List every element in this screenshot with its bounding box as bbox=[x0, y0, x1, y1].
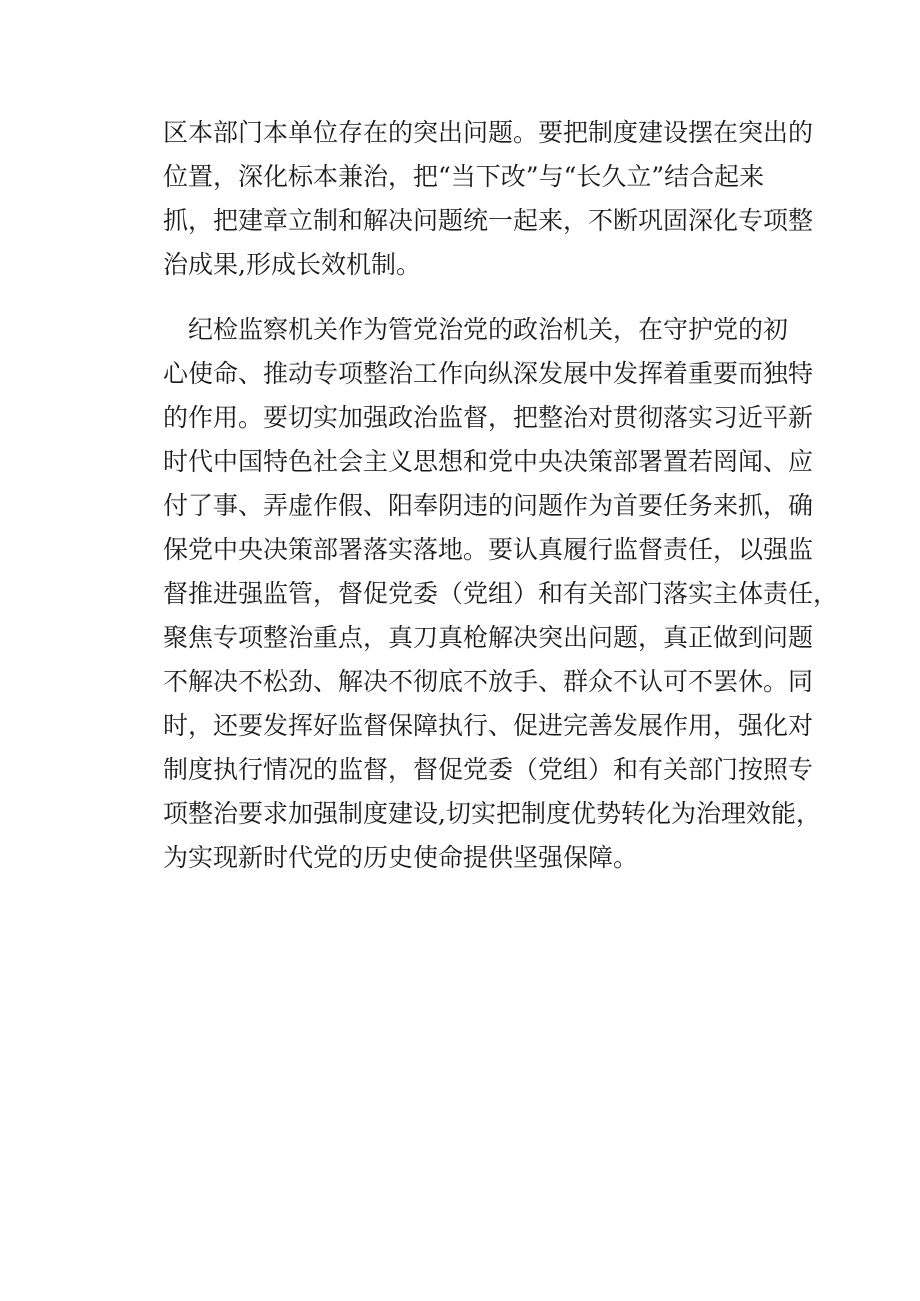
text-line: 时，还要发挥好监督保障执行、促进完善发展作用，强化对 bbox=[163, 711, 814, 740]
text-line: 抓，把建章立制和解决问题统一起来，不断巩固深化专项整 bbox=[163, 206, 814, 235]
text-line: 的作用。要切实加强政治监督，把整治对贯彻落实习近平新 bbox=[163, 403, 814, 432]
text-line: 为实现新时代党的历史使命提供坚强保障。 bbox=[163, 843, 639, 872]
text-line: 付了事、弄虚作假、阳奉阴违的问题作为首要任务来抓，确 bbox=[163, 491, 814, 520]
text-line: 项整治要求加强制度建设,切实把制度优势转化为治理效能， bbox=[163, 799, 821, 828]
paragraph-2 bbox=[163, 308, 839, 880]
text-line: 聚焦专项整治重点，真刀真枪解决突出问题，真正做到问题 bbox=[163, 623, 814, 652]
text-line: 不解决不松劲、解决不彻底不放手、群众不认可不罢休。同 bbox=[163, 667, 814, 696]
text-line: 时代中国特色社会主义思想和党中央决策部署置若罔闻、应 bbox=[163, 447, 814, 476]
text-line: 制度执行情况的监督，督促党委（党组）和有关部门按照专 bbox=[163, 755, 814, 784]
text-line: 治成果,形成长效机制。 bbox=[163, 250, 421, 279]
text-line: 纪检监察机关作为管党治党的政治机关，在守护党的初 bbox=[188, 315, 789, 344]
text-line: 督推进强监管，督促党委（党组）和有关部门落实主体责任， bbox=[163, 579, 839, 608]
text-line: 位置，深化标本兼治，把“当下改”与“长久立”结合起来 bbox=[163, 162, 765, 191]
text-line: 区本部门本单位存在的突出问题。要把制度建设摆在突出的 bbox=[163, 118, 814, 147]
text-line: 心使命、推动专项整治工作向纵深发展中发挥着重要而独特 bbox=[163, 359, 814, 388]
paragraph-1 bbox=[163, 111, 814, 287]
text-line: 保党中央决策部署落实落地。要认真履行监督责任，以强监 bbox=[163, 535, 814, 564]
